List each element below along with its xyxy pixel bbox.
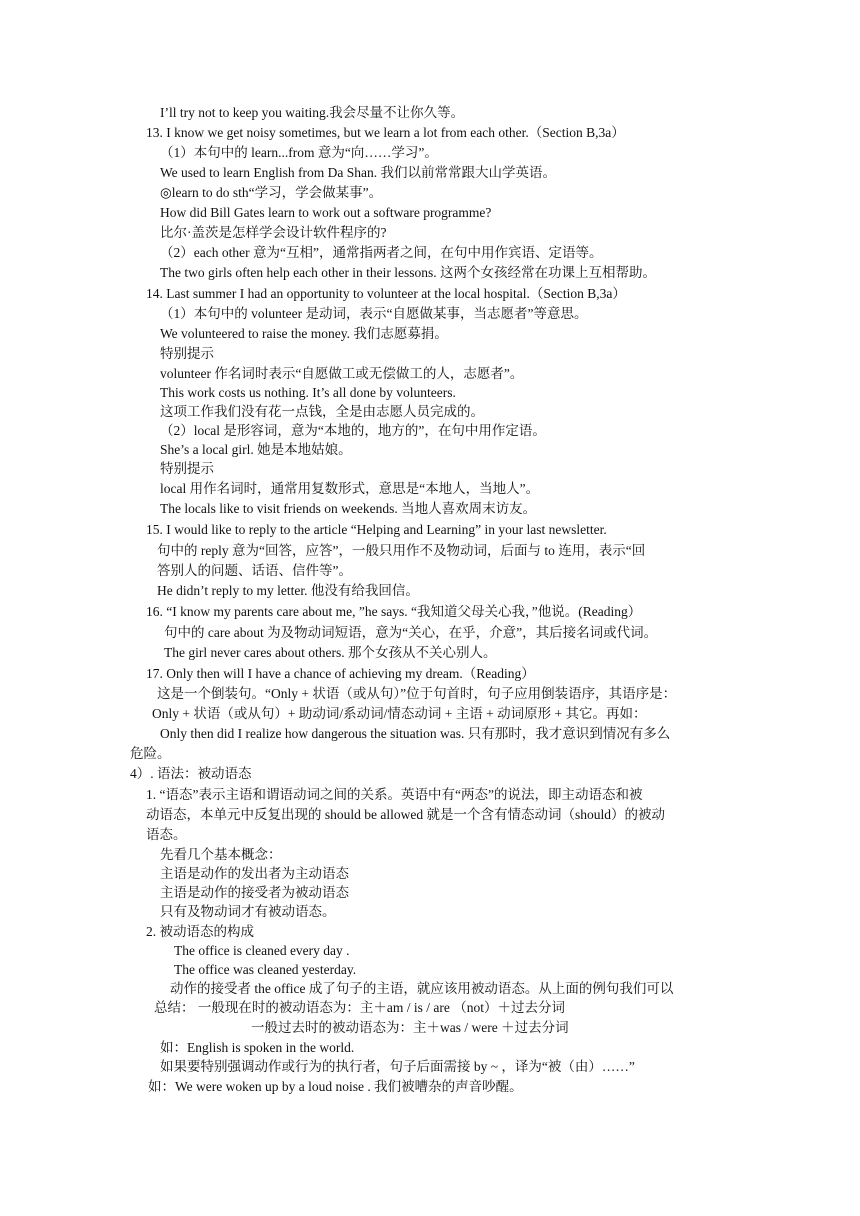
text-line: 危险。 — [130, 746, 171, 761]
text-line: 14. Last summer I had an opportunity to volunteer at the local hospital.（Section B,3a） — [146, 286, 626, 301]
text-line: 主语是动作的发出者为主动语态 — [160, 866, 349, 881]
text-line: 一般过去时的被动语态为：主＋was / were ＋过去分词 — [251, 1020, 569, 1035]
text-line: （2）local 是形容词，意为“本地的，地方的”，在句中用作定语。 — [160, 423, 546, 438]
text-line: The locals like to visit friends on weekends. 当地人喜欢周末访友。 — [160, 501, 537, 516]
text-line: 先看几个基本概念： — [160, 847, 282, 862]
text-line: 16. “I know my parents care about me, ”he says. “我知道父母关心我，”他说。(Reading） — [146, 604, 642, 619]
text-line: 只有及物动词才有被动语态。 — [160, 904, 336, 919]
text-line: 比尔·盖茨是怎样学会设计软件程序的? — [160, 225, 387, 240]
text-line: 这项工作我们没有花一点钱，全是由志愿人员完成的。 — [160, 404, 484, 419]
section-heading: 4）. 语法：被动语态 — [130, 766, 252, 781]
text-line: 如：We were woken up by a loud noise . 我们被嘈杂的声音吵醒。 — [148, 1079, 523, 1094]
text-line: 答别人的问题、话语、信件等”。 — [157, 563, 352, 578]
text-line: 2. 被动语态的构成 — [146, 924, 254, 939]
text-line: The girl never cares about others. 那个女孩从不关心别人。 — [164, 645, 497, 660]
text-line: （1）本句中的 volunteer 是动词，表示“自愿做某事，当志愿者”等意思。 — [160, 306, 588, 321]
text-line: I’ll try not to keep you waiting.我会尽量不让你久等。 — [160, 105, 465, 120]
text-line: How did Bill Gates learn to work out a software programme? — [160, 205, 492, 220]
text-line: 句中的 reply 意为“回答，应答”，一般只用作不及物动词，后面与 to 连用，表示“回 — [157, 543, 646, 558]
text-line: 13. I know we get noisy sometimes, but we learn a lot from each other.（Section B,3a） — [146, 125, 625, 140]
text-line: 如：English is spoken in the world. — [160, 1040, 355, 1055]
text-line: We volunteered to raise the money. 我们志愿募捐。 — [160, 326, 448, 341]
text-line: 特别提示 — [160, 461, 214, 476]
text-line: This work costs us nothing. It’s all done by volunteers. — [160, 385, 456, 400]
text-line: local 用作名词时，通常用复数形式，意思是“本地人，当地人”。 — [160, 481, 540, 496]
text-line: The two girls often help each other in their lessons. 这两个女孩经常在功课上互相帮助。 — [160, 265, 657, 280]
text-line: Only + 状语（或从句）+ 助动词/系动词/情态动词 + 主语 + 动词原形 + 其它。再如： — [152, 706, 647, 721]
text-line: We used to learn English from Da Shan. 我们以前常常跟大山学英语。 — [160, 165, 556, 180]
text-line: 动作的接受者 the office 成了句子的主语，就应该用被动语态。从上面的例句我们可以 — [170, 981, 674, 996]
text-line: 句中的 care about 为及物动词短语，意为“关心，在乎，介意”，其后接名词或代词。 — [164, 625, 658, 640]
text-line: ◎learn to do sth“学习，学会做某事”。 — [160, 185, 383, 200]
text-line: 特别提示 — [160, 346, 214, 361]
text-line: She’s a local girl. 她是本地姑娘。 — [160, 442, 352, 457]
text-line: 语态。 — [146, 827, 187, 842]
text-line: 总结： 一般现在时的被动语态为：主＋am / is / are （not）＋过去分词 — [154, 1000, 565, 1015]
text-line: The office is cleaned every day . — [174, 943, 350, 958]
text-line: He didn’t reply to my letter. 他没有给我回信。 — [157, 583, 419, 598]
text-line: （2）each other 意为“互相”，通常指两者之间，在句中用作宾语、定语等。 — [160, 245, 603, 260]
text-line: 这是一个倒装句。“Only + 状语（或从句）”位于句首时，句子应用倒装语序，其语序是： — [157, 686, 677, 701]
text-line: 主语是动作的接受者为被动语态 — [160, 885, 349, 900]
text-line: 动语态，本单元中反复出现的 should be allowed 就是一个含有情态动词（should）的被动 — [146, 807, 665, 822]
text-line: 如果要特别强调动作或行为的执行者，句子后面需接 by ~ ，译为“被（由）……” — [160, 1059, 635, 1074]
text-line: 17. Only then will I have a chance of achieving my dream.（Reading） — [146, 666, 535, 681]
text-line: The office was cleaned yesterday. — [174, 962, 357, 977]
text-line: （1）本句中的 learn...from 意为“向……学习”。 — [160, 145, 438, 160]
text-line: volunteer 作名词时表示“自愿做工或无偿做工的人，志愿者”。 — [160, 366, 524, 381]
text-line: 1. “语态”表示主语和谓语动词之间的关系。英语中有“两态”的说法，即主动语态和被 — [146, 787, 643, 802]
text-line: Only then did I realize how dangerous the situation was. 只有那时，我才意识到情况有多么 — [160, 726, 671, 741]
text-line: 15. I would like to reply to the article “Helping and Learning” in your last newsletter. — [146, 522, 607, 537]
